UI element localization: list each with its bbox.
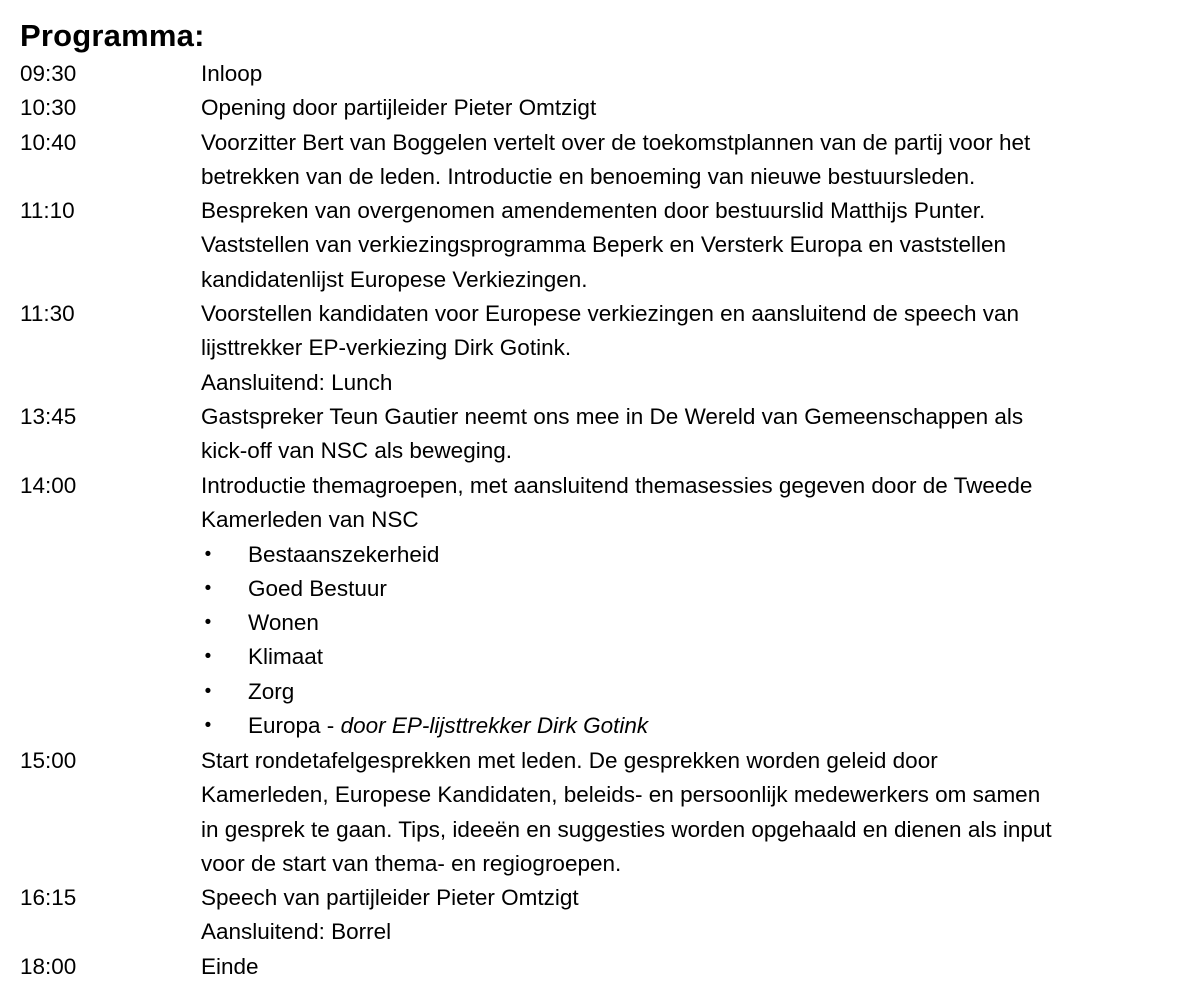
- schedule-time: 11:30: [20, 301, 75, 326]
- description-line: Start rondetafelgesprekken met leden. De gesprekken worden geleid door: [201, 748, 938, 773]
- list-item-italic-note: door EP-lijsttrekker Dirk Gotink: [340, 713, 649, 739]
- list-item-text: Wonen: [248, 610, 319, 636]
- schedule-description: [201, 57, 1176, 91]
- list-item-text: Zorg: [248, 678, 295, 704]
- description-line: Aansluitend: Borrel: [201, 919, 392, 945]
- list-item-text: Goed Bestuur: [248, 575, 387, 601]
- list-item: [201, 640, 1176, 674]
- schedule-time: 11:10: [20, 198, 75, 223]
- description-line: lijsttrekker EP-verkiezing Dirk Gotink.: [201, 335, 572, 361]
- schedule-description: [201, 91, 1176, 125]
- list-item-text: Klimaat: [248, 644, 324, 670]
- description-line: voor de start van thema- en regiogroepen.: [201, 850, 622, 876]
- schedule-time: 14:00: [20, 473, 77, 498]
- schedule-time: 09:30: [20, 61, 77, 86]
- description-line: Einde: [201, 954, 259, 979]
- bullet-icon: •: [204, 646, 212, 668]
- description-line: Bespreken van overgenomen amendementen door bestuurslid Matthijs Punter.: [201, 198, 986, 223]
- bullet-icon: •: [204, 680, 212, 702]
- schedule-description: [201, 297, 1176, 400]
- description-line: betrekken van de leden. Introductie en benoeming van nieuwe bestuursleden.: [201, 164, 976, 190]
- description-line: Speech van partijleider Pieter Omtzigt: [201, 885, 579, 910]
- description-line: Voorzitter Bert van Boggelen vertelt over de toekomstplannen van de partij voor het: [201, 130, 1031, 155]
- list-item: [201, 538, 1176, 572]
- bullet-icon: •: [204, 577, 212, 599]
- description-line: Voorstellen kandidaten voor Europese verkiezingen en aansluitend de speech van: [201, 301, 1020, 326]
- description-line: Aansluitend: Lunch: [201, 369, 393, 395]
- description-line: kick-off van NSC als beweging.: [201, 438, 512, 464]
- description-line: kandidatenlijst Europese Verkiezingen.: [201, 266, 588, 292]
- list-item-text: [248, 709, 648, 743]
- schedule-description: [201, 126, 1176, 195]
- schedule-time: 18:00: [20, 954, 77, 979]
- schedule-time: 13:45: [20, 404, 77, 429]
- schedule-description: [201, 744, 1176, 881]
- description-line: Inloop: [201, 61, 263, 86]
- schedule-description: [201, 194, 1176, 297]
- description-line: Kamerleden van NSC: [201, 507, 419, 533]
- description-line: Introductie themagroepen, met aansluitend themasessies gegeven door de Tweede: [201, 473, 1033, 498]
- list-item: [201, 675, 1176, 709]
- schedule-time: 10:30: [20, 95, 77, 120]
- theme-list: [201, 538, 1176, 744]
- list-item: [201, 606, 1176, 640]
- list-item: [201, 709, 1176, 743]
- description-line: in gesprek te gaan. Tips, ideeën en suggesties worden opgehaald en dienen als input: [201, 816, 1052, 842]
- list-item-text: Bestaanszekerheid: [248, 541, 440, 567]
- schedule-time: 15:00: [20, 748, 77, 773]
- description-line: Opening door partijleider Pieter Omtzigt: [201, 95, 597, 120]
- schedule-time: 10:40: [20, 130, 77, 155]
- description-line: Kamerleden, Europese Kandidaten, beleids- en persoonlijk medewerkers om samen: [201, 782, 1041, 808]
- bullet-icon: •: [204, 715, 212, 737]
- schedule-description: [201, 881, 1176, 950]
- schedule-description: [201, 400, 1176, 469]
- description-line: Vaststellen van verkiezingsprogramma Beperk en Versterk Europa en vaststellen: [201, 232, 1006, 258]
- bullet-icon: •: [204, 612, 212, 634]
- schedule-description: [201, 469, 1176, 743]
- schedule-time: 16:15: [20, 885, 77, 910]
- description-line: Gastspreker Teun Gautier neemt ons mee in De Wereld van Gemeenschappen als: [201, 404, 1024, 429]
- schedule-description: [201, 950, 1176, 984]
- bullet-icon: •: [204, 543, 212, 565]
- list-item-label: Europa -: [248, 713, 341, 739]
- page-title: Programma:: [20, 18, 205, 53]
- list-item: [201, 572, 1176, 606]
